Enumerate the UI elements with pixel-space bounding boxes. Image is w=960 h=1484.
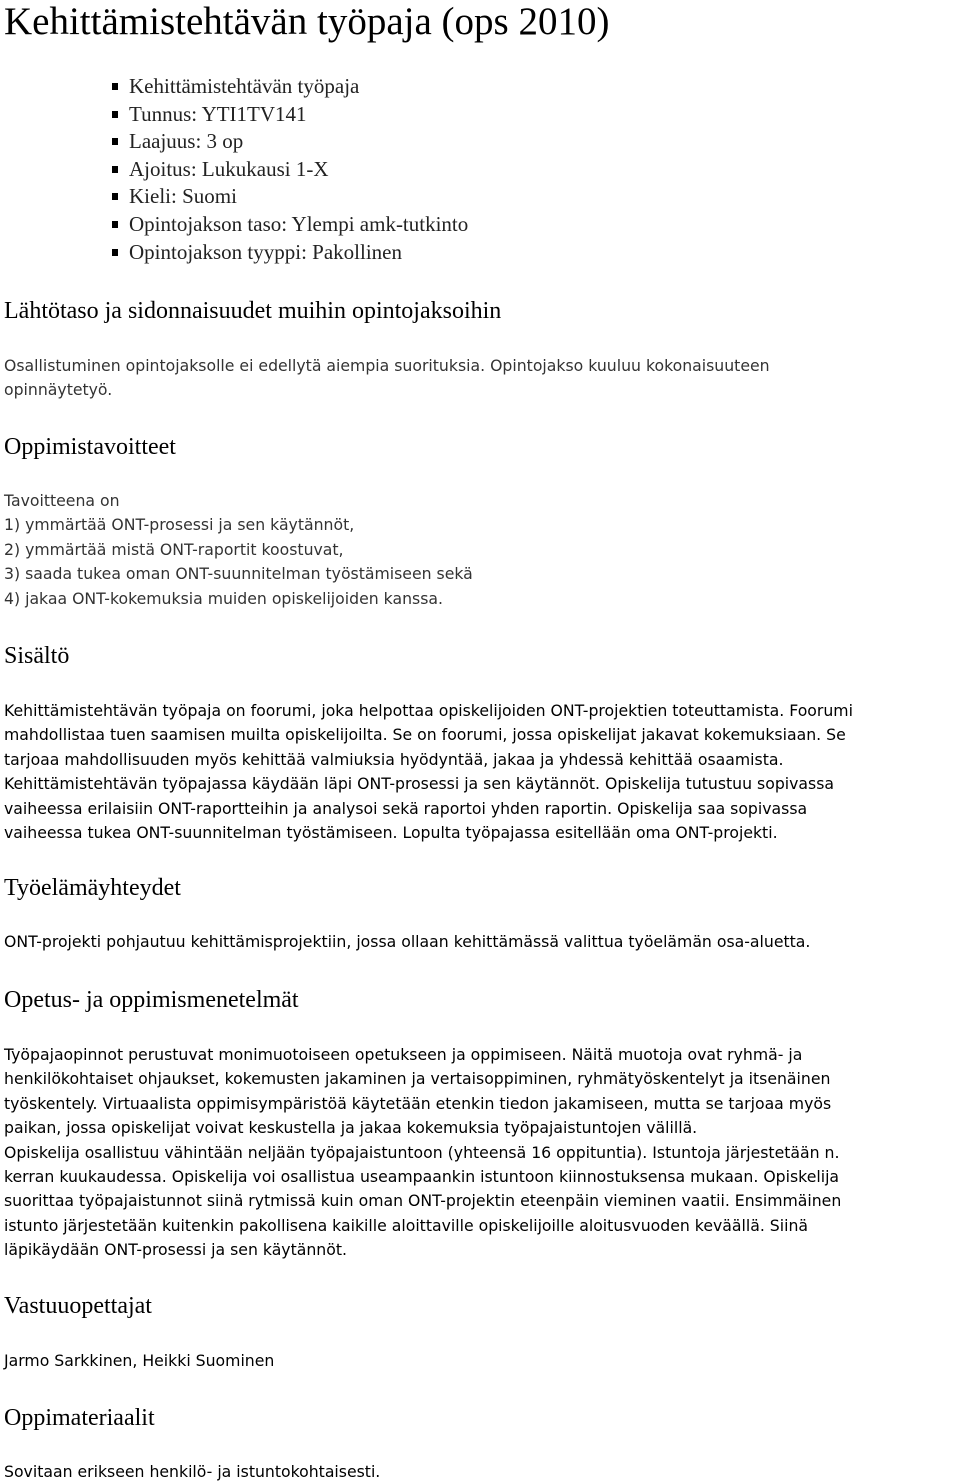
bullet-icon — [112, 249, 118, 256]
list-item — [0, 156, 468, 184]
text-line: vaiheessa erilaisiin ONT-raportteihin ja analysoi sekä raportoi yhden raportin. Opiskelija saa sopivassa — [4, 798, 808, 818]
list-item — [0, 128, 468, 156]
section-heading-methods: Opetus- ja oppimismenetelmät — [4, 987, 299, 1013]
course-level: Opintojakson taso: Ylempi amk-tutkinto — [129, 211, 469, 236]
text-line: henkilökohtaiset ohjaukset, kokemusten jakaminen ja vertaisoppiminen, ryhmätyöskentelyt ja itsenäinen — [4, 1069, 831, 1089]
text-line: työskentely. Virtuaalista oppimisympäristöä käytetään etenkin tiedon jakamiseen, mutta se tarjoaa myös — [4, 1093, 832, 1113]
text-line: 2) ymmärtää mistä ONT-raportit koostuvat, — [4, 539, 344, 559]
text-line: Kehittämistehtävän työpajassa käydään läpi ONT-prosessi ja sen käytännöt. Opiskelija tutustuu sopivassa — [4, 774, 835, 794]
text-line: istunto järjestetään kuitenkin pakollisena kaikille aloittaville opiskelijoille aloitusvuoden keväällä. Siinä — [4, 1215, 809, 1235]
work-life-text — [4, 930, 960, 954]
text-line: läpikäydään ONT-prosessi ja sen käytännöt. — [4, 1240, 347, 1260]
bullet-icon — [112, 111, 118, 118]
bullet-icon — [112, 138, 118, 145]
section-heading-prerequisites: Lähtötaso ja sidonnaisuudet muihin opintojaksoihin — [4, 298, 502, 324]
text-line: Osallistuminen opintojaksolle ei edellytä aiempia suorituksia. Opintojakso kuuluu kokonaisuuteen — [4, 356, 770, 375]
prerequisites-text — [4, 354, 960, 403]
list-item — [0, 211, 468, 239]
text-line: opinnäytetyö. — [4, 380, 113, 400]
bullet-icon — [112, 221, 118, 228]
content-text — [4, 699, 960, 845]
list-item — [0, 239, 468, 267]
list-item — [0, 101, 468, 129]
bullet-icon — [112, 166, 118, 173]
text-line: Jarmo Sarkkinen, Heikki Suominen — [4, 1351, 275, 1370]
text-line: Sovitaan erikseen henkilö- ja istuntokohtaisesti. — [4, 1462, 381, 1481]
bullet-icon — [112, 193, 118, 200]
materials-text — [4, 1460, 960, 1484]
list-item — [0, 73, 468, 101]
text-line: ONT-projekti pohjautuu kehittämisprojektiin, jossa ollaan kehittämässä valittua työelämän osa-aluetta. — [4, 932, 811, 951]
section-heading-work-life: Työelämäyhteydet — [4, 875, 181, 901]
text-line: kerran kuukaudessa. Opiskelija voi osallistua useampaankin istuntoon kiinnostuksensa mukaan. Opiskelija — [4, 1166, 840, 1186]
section-heading-teachers: Vastuuopettajat — [4, 1293, 152, 1319]
text-line: tarjoaa mahdollisuuden myös kehittää valmiuksia hyödyntää, jakaa ja yhdessä kehittää osaamista. — [4, 749, 784, 769]
methods-text — [4, 1043, 960, 1263]
text-line: Työpajaopinnot perustuvat monimuotoiseen opetukseen ja oppimiseen. Näitä muotoja ovat ryhmä- ja — [4, 1045, 803, 1064]
text-line: Opiskelija osallistuu vähintään neljään työpajaistuntoon (yhteensä 16 oppituntia). Istuntoja järjestetään n. — [4, 1142, 840, 1162]
text-line: Tavoitteena on — [4, 491, 120, 510]
text-line: suorittaa työpajaistunnot siinä rytmissä kuin oman ONT-projektin eteenpäin vieminen vaatii. Ensimmäinen — [4, 1191, 842, 1211]
text-line: vaiheessa tukea ONT-suunnitelman työstämiseen. Lopulta työpajassa esitellään oma ONT-projekti. — [4, 822, 778, 842]
text-line: paikan, jossa opiskelijat voivat keskustella ja jakaa kokemuksia työpajaistuntojen välillä. — [4, 1118, 698, 1138]
course-code: Tunnus: YTI1TV141 — [129, 101, 307, 126]
text-line: 1) ymmärtää ONT-prosessi ja sen käytännöt, — [4, 515, 355, 535]
teachers-text — [4, 1349, 960, 1373]
text-line: 4) jakaa ONT-kokemuksia muiden opiskelijoiden kanssa. — [4, 588, 443, 608]
text-line: 3) saada tukea oman ONT-suunnitelman työstämiseen sekä — [4, 564, 473, 584]
course-info-list — [0, 73, 468, 266]
learning-goals-text — [4, 489, 960, 611]
text-line: Kehittämistehtävän työpaja on foorumi, joka helpottaa opiskelijoiden ONT-projektien toteuttamista. Foorumi — [4, 701, 853, 720]
section-heading-content: Sisältö — [4, 643, 70, 669]
course-timing: Ajoitus: Lukukausi 1-X — [129, 156, 329, 181]
text-line: mahdollistaa tuen saamisen muilta opiskelijoilta. Se on foorumi, jossa opiskelijat jakavat kokemuksiaan. Se — [4, 725, 846, 745]
section-heading-learning-goals: Oppimistavoitteet — [4, 434, 176, 460]
course-credits: Laajuus: 3 op — [129, 129, 244, 154]
list-item — [0, 183, 468, 211]
course-language: Kieli: Suomi — [129, 184, 237, 209]
course-type: Opintojakson tyyppi: Pakollinen — [129, 239, 402, 264]
bullet-icon — [112, 83, 118, 90]
page-title: Kehittämistehtävän työpaja (ops 2010) — [4, 0, 610, 43]
course-name: Kehittämistehtävän työpaja — [129, 74, 360, 98]
section-heading-materials: Oppimateriaalit — [4, 1405, 155, 1431]
